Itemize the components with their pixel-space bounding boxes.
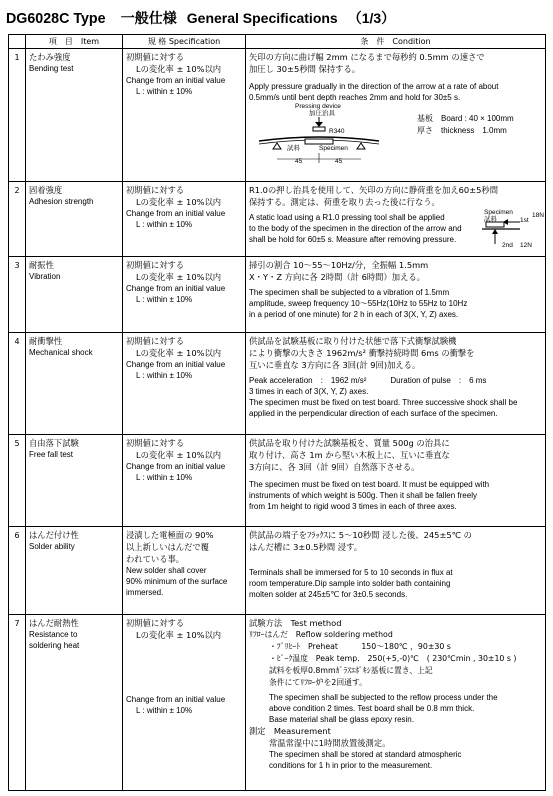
peak-temp: ・ﾋﾟｰｸ温度 Peak temp. 250(+5,-0)℃ ( 230℃min , 30±10 s )	[269, 654, 517, 663]
condition-en: Base material shall be glass epoxy resin.	[269, 715, 414, 724]
condition-jp: 供試品を取り付けた試験基板を、質量 500g の治具に	[249, 438, 450, 448]
peak-duration: Peak acceleration : 1962 m/s² Duration of pulse : 6 ms	[249, 376, 487, 385]
condition-jp: により衝撃の大きさ 1962m/s² 衝撃持続時間 6ms の衝撃を	[249, 348, 475, 358]
spec-en: immersed.	[126, 588, 164, 597]
spec-jp: Lの変化率 ± 10%以内	[136, 630, 222, 640]
spec-jp: Lの変化率 ± 10%以内	[136, 348, 222, 358]
spec-table	[8, 34, 546, 791]
spec-en: L : within ± 10%	[136, 473, 193, 482]
spec-jp: 浸漬した電極面の 90%	[126, 530, 214, 540]
row-number: 2	[14, 186, 20, 195]
spec-en: Change from an initial value	[126, 695, 226, 704]
measurement-en: The specimen shall be stored at standard atmospheric	[269, 750, 462, 759]
item-en: Free fall test	[29, 450, 74, 459]
condition-jp: 掃引の割合 10～55～10Hz/分，全振幅 1.5mm	[249, 260, 429, 270]
measurement: 測定 Measurement	[249, 726, 331, 736]
condition-en: amplitude, sweep frequency 10～55Hz(10Hz to 55Hz to 10Hz	[249, 299, 468, 308]
spec-jp: 初期値に対する	[126, 336, 185, 346]
item-en: Solder ability	[29, 542, 75, 551]
spec-en: L : within ± 10%	[136, 220, 193, 229]
reflow-method: ﾘﾌﾛｰはんだ Reflow soldering method	[249, 630, 393, 639]
board-condition: 試料を板厚0.8mmｶﾞﾗｽｴﾎﾟｷｼ基板に置き、上記	[269, 666, 433, 675]
item-jp: 自由落下試験	[29, 438, 79, 448]
condition-jp: X・Y・Z 方向に各 2時間（計 6時間）加える。	[249, 272, 425, 282]
test-label: 試料	[287, 145, 300, 152]
header-spec: 規 格 Specification	[122, 35, 245, 48]
row-number: 4	[14, 337, 20, 346]
row-number: 1	[14, 53, 20, 62]
spec-jp: 以上新しいはんだで覆	[126, 542, 209, 552]
item-en: soldering heat	[29, 641, 80, 650]
board-size: 基板 Board : 40 × 100mm	[417, 114, 514, 123]
condition-jp: 供試品の端子をﾌﾗｯｸｽに 5～10秒間 浸した後、245±5℃ の	[249, 530, 472, 540]
row-number: 5	[14, 439, 20, 448]
spec-en: L : within ± 10%	[136, 706, 193, 715]
page-title	[6, 4, 395, 32]
header-no	[9, 35, 25, 48]
item-jp: 耐衝撃性	[29, 336, 63, 346]
table-row	[9, 615, 545, 790]
condition-en: The specimen must be fixed on test board. Three successive shock shall be	[249, 398, 518, 407]
spec-en: L : within ± 10%	[136, 87, 193, 96]
condition-en: in a period of one minute) for 2 h in each of 3(X, Y, Z) axes.	[249, 310, 459, 319]
condition-jp: 矢印の方向に曲げ幅 2mm になるまで毎秒約 0.5mm の速さで	[249, 52, 485, 62]
spec-en: Change from an initial value	[126, 360, 226, 369]
spec-jp: Lの変化率 ± 10%以内	[136, 197, 222, 207]
spec-jp: 初期値に対する	[126, 438, 185, 448]
table-row	[9, 527, 545, 615]
measurement-en: conditions for 1 h in prior to the measurement.	[269, 761, 433, 770]
condition-en: to the body of the specimen in the direction of the arrow and	[249, 224, 462, 233]
table-row	[9, 333, 545, 435]
adhesion-figure	[480, 208, 542, 252]
condition-en: Terminals shall be immersed for 5 to 10 seconds in flux at	[249, 568, 453, 577]
item-en: Mechanical shock	[29, 348, 93, 357]
spec-jp: Lの変化率 ± 10%以内	[136, 450, 222, 460]
condition-jp: 保持する。測定は、荷重を取り去った後に行なう。	[249, 197, 440, 207]
pressing-device-jp: 加圧治具	[309, 110, 335, 117]
first-step: 1st	[520, 217, 529, 224]
condition-en: room temperature.Dip sample into solder bath containing	[249, 579, 451, 588]
condition-en: from 1m height to rigid wood 3 times in each of three axes.	[249, 502, 457, 511]
condition-en: instruments of which weight is 500g. Then it shall be fallen freely	[249, 491, 477, 500]
spec-jp: 初期値に対する	[126, 185, 185, 195]
item-en: Vibration	[29, 272, 61, 281]
header-item: 項 目 Item	[25, 35, 122, 48]
measurement-jp: 常温常湿中に1時間放置後測定。	[269, 738, 391, 748]
spec-jp: われている事。	[126, 554, 185, 564]
condition-jp: R1.0の押し治具を使用して、矢印の方向に静荷重を加え60±5秒間	[249, 185, 499, 195]
title-jp: 一般仕様	[120, 11, 177, 27]
condition-en: shall be hold for 60±5 s. Measure after removing pressure.	[249, 235, 457, 244]
specimen-label: Specimen	[319, 145, 348, 152]
test-method: 試験方法 Test method	[249, 618, 342, 628]
condition-jp: 3方向に、各 3回（計 9回）自然落下させる。	[249, 462, 420, 472]
spec-en: 90% minimum of the surface	[126, 577, 228, 586]
dim-left: 45	[295, 158, 303, 165]
spec-en: Change from an initial value	[126, 76, 226, 85]
item-en: Bending test	[29, 64, 74, 73]
bending-test-figure	[249, 103, 542, 165]
condition-jp: はんだ槽に 3±0.5秒間 浸す。	[249, 542, 363, 552]
item-jp: 固着強度	[29, 185, 63, 195]
spec-en: L : within ± 10%	[136, 295, 193, 304]
table-row	[9, 182, 545, 257]
item-jp: 耐振性	[29, 260, 54, 270]
reflow-twice: 条件にてﾘﾌﾛｰ炉を2回通す。	[269, 678, 367, 687]
model-number: DG6028C Type	[6, 9, 106, 27]
row-number: 7	[14, 619, 20, 628]
condition-en: 0.5mm/s until bent depth reaches 2mm and hold for 30±5 s.	[249, 93, 461, 102]
board-thickness: 厚さ thickness 1.0mm	[417, 126, 507, 135]
condition-jp: 互いに垂直な 3方向に各 3回(計 9回)加える。	[249, 360, 421, 370]
row-number: 3	[14, 261, 20, 270]
specimen-label: Specimen	[484, 209, 513, 216]
item-en: Adhesion strength	[29, 197, 94, 206]
item-en: Resistance to	[29, 630, 78, 639]
spec-en: L : within ± 10%	[136, 371, 193, 380]
page-indicator: （1/3）	[347, 10, 396, 26]
item-jp: はんだ耐熱性	[29, 618, 79, 628]
header-condition: 条 件 Condition	[245, 35, 545, 48]
spec-en: Change from an initial value	[126, 284, 226, 293]
spec-jp: 初期値に対する	[126, 52, 185, 62]
condition-en: 3 times in each of 3(X, Y, Z) axes.	[249, 387, 369, 396]
condition-jp: 供試品を試験基板に取り付けた状態で落下式衝撃試験機	[249, 336, 457, 346]
title-en: General Specifications	[186, 10, 338, 26]
condition-jp: 加圧し 30±5秒間 保持する。	[249, 64, 361, 74]
table-row	[9, 257, 545, 333]
row-number: 6	[14, 531, 20, 540]
table-header	[9, 35, 545, 49]
second-force: 12N	[520, 242, 532, 249]
condition-en: above condition 2 times. Test board shall be 0.8 mm thick.	[269, 704, 475, 713]
condition-en: Apply pressure gradually in the direction of the arrow at a rate of about	[249, 82, 499, 91]
condition-en: applied in the perpendicular direction of each surface of the specimen.	[249, 409, 498, 418]
condition-en: The specimen shall be subjected to the reflow process under the	[269, 693, 498, 702]
item-jp: はんだ付け性	[29, 530, 79, 540]
item-jp: たわみ強度	[29, 52, 71, 62]
first-force: 18N	[532, 212, 544, 219]
spec-en: New solder shall cover	[126, 566, 207, 575]
dim-right: 45	[335, 158, 343, 165]
spec-en: Change from an initial value	[126, 209, 226, 218]
test-label: 試料	[484, 216, 497, 223]
condition-en: The specimen must be fixed on test board. It must be equipped with	[249, 480, 490, 489]
second-step: 2nd	[502, 242, 513, 249]
spec-en: Change from an initial value	[126, 462, 226, 471]
spec-jp: 初期値に対する	[126, 618, 185, 628]
condition-jp: 取り付け、高さ 1m から堅い木板上に、互いに垂直な	[249, 450, 450, 460]
preheat: ・ﾌﾟﾘﾋｰﾄ Preheat 150～180℃ ，90±30 s	[269, 642, 451, 651]
condition-en: molten solder at 245±5℃ for 3±0.5 seconds.	[249, 590, 408, 599]
spec-jp: Lの変化率 ± 10%以内	[136, 64, 222, 74]
pressing-device-label: Pressing device	[295, 103, 341, 110]
spec-jp: 初期値に対する	[126, 260, 185, 270]
table-row	[9, 49, 545, 182]
table-row	[9, 435, 545, 527]
spec-jp: Lの変化率 ± 10%以内	[136, 272, 222, 282]
condition-en: The specimen shall be subjected to a vibration of 1.5mm	[249, 288, 450, 297]
condition-en: A static load using a R1.0 pressing tool shall be applied	[249, 213, 445, 222]
radius-label: R340	[329, 128, 345, 135]
